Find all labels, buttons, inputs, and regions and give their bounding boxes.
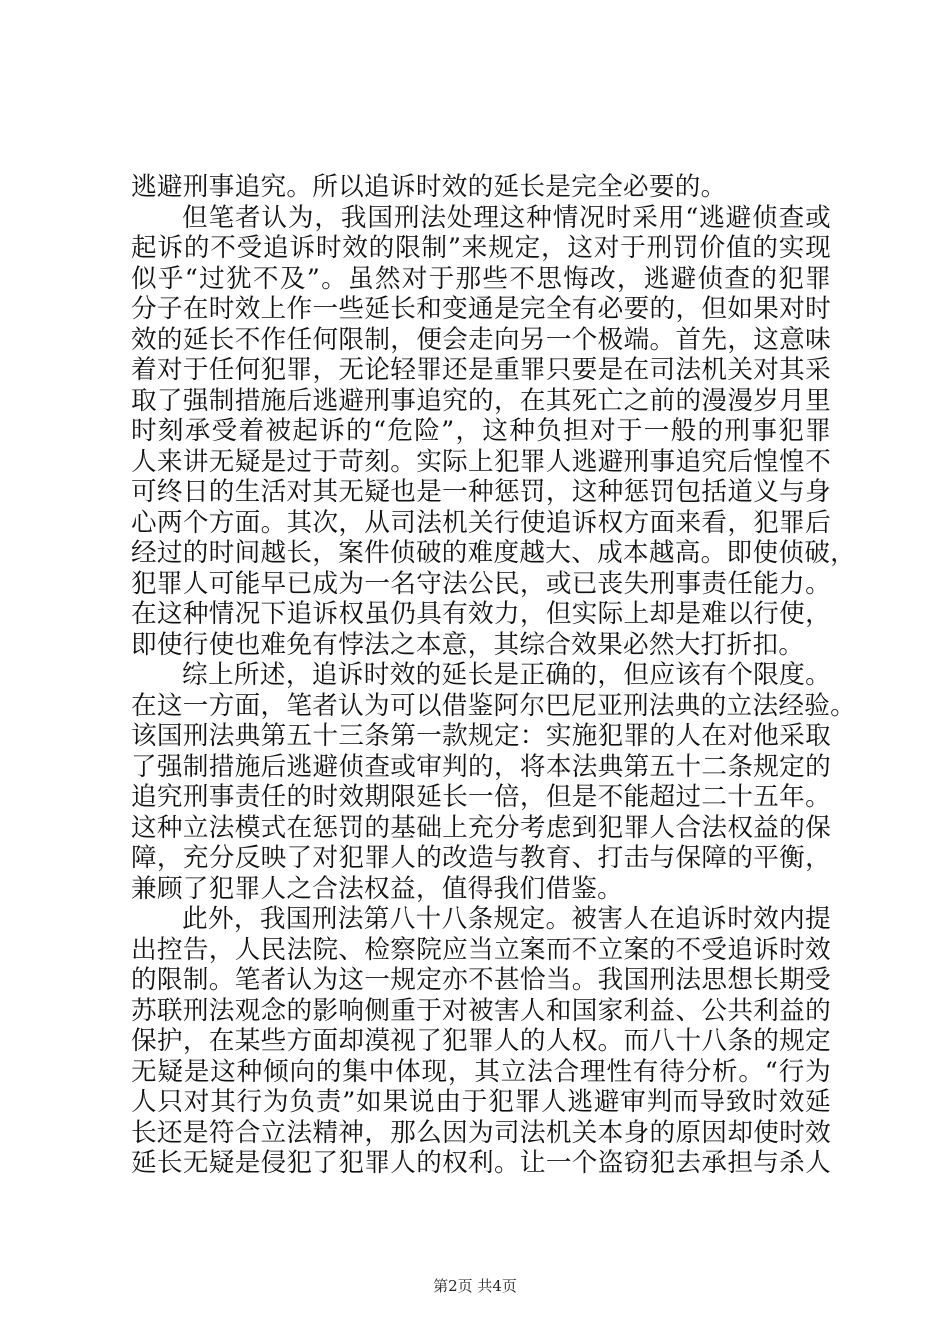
text-line: 此外，我国刑法第八十八条规定。被害人在追诉时效内提 [182,904,831,934]
body-text [131,172,857,1179]
text-line: 效的延长不作任何限制，便会走向另一个极端。首先，这意味 [131,324,831,355]
text-line: 人只对其行为负责”如果说由于犯罪人逃避审判而导致时效延 [131,1087,831,1117]
text-line: 经过的时间越长，案件侦破的难度越大、成本越高。即使侦破， [131,538,857,568]
text-line: 即使行使也难免有悖法之本意，其综合效果必然大打折扣。 [131,629,805,660]
text-line: 追究刑事责任的时效期限延长一倍，但是不能超过二十五年。 [131,782,831,812]
text-line: 起诉的不受追诉时效的限制”来规定，这对于刑罚价值的实现 [131,233,831,263]
text-line: 犯罪人可能早已成为一名守法公民，或已丧失刑事责任能力。 [131,568,831,599]
text-line: 兼顾了犯罪人之合法权益，值得我们借鉴。 [131,873,623,904]
text-line: 的限制。笔者认为这一规定亦不甚恰当。我国刑法思想长期受 [131,965,831,995]
text-line: 但笔者认为，我国刑法处理这种情况时采用“逃避侦查或 [182,202,831,233]
text-line: 苏联刑法观念的影响侧重于对被害人和国家利益、公共利益的 [131,995,831,1026]
text-line: 逃避刑事追究。所以追诉时效的延长是完全必要的。 [131,172,727,202]
text-line: 该国刑法典第五十三条第一款规定：实施犯罪的人在对他采取 [131,721,831,751]
text-line: 似乎“过犹不及”。虽然对于那些不思悔改，逃避侦查的犯罪 [131,263,831,294]
page-footer: 第2页 共4页 [433,1277,517,1295]
text-line: 延长无疑是侵犯了犯罪人的权利。让一个盗窃犯去承担与杀人 [131,1148,831,1178]
text-line: 保护，在某些方面却漠视了犯罪人的人权。而八十八条的规定 [131,1026,831,1056]
text-line: 无疑是这种倾向的集中体现，其立法合理性有待分析。“行为 [131,1056,831,1087]
text-line: 长还是符合立法精神，那么因为司法机关本身的原因却使时效 [131,1117,831,1148]
text-line: 在这一方面，笔者认为可以借鉴阿尔巴尼亚刑法典的立法经验。 [131,690,857,721]
text-line: 了强制措施后逃避侦查或审判的，将本法典第五十二条规定的 [131,751,831,782]
text-line: 综上所述，追诉时效的延长是正确的，但应该有个限度。 [182,660,831,690]
text-line: 心两个方面。其次，从司法机关行使追诉权方面来看，犯罪后 [131,507,831,538]
text-line: 障，充分反映了对犯罪人的改造与教育、打击与保障的平衡， [131,843,831,873]
text-line: 时刻承受着被起诉的“危险”，这种负担对于一般的刑事犯罪 [131,416,831,446]
text-line: 取了强制措施后逃避刑事追究的，在其死亡之前的漫漫岁月里 [131,385,831,416]
text-line: 分子在时效上作一些延长和变通是完全有必要的，但如果对时 [131,294,831,324]
text-line: 着对于任何犯罪，无论轻罪还是重罪只要是在司法机关对其采 [131,355,831,385]
text-line: 在这种情况下追诉权虽仍具有效力，但实际上却是难以行使， [131,599,831,629]
text-line: 可终日的生活对其无疑也是一种惩罚，这种惩罚包括道义与身 [131,477,831,507]
text-line: 人来讲无疑是过于苛刻。实际上犯罪人逃避刑事追究后惶惶不 [131,446,831,477]
text-line: 这种立法模式在惩罚的基础上充分考虑到犯罪人合法权益的保 [131,812,831,843]
text-line: 出控告，人民法院、检察院应当立案而不立案的不受追诉时效 [131,934,831,965]
